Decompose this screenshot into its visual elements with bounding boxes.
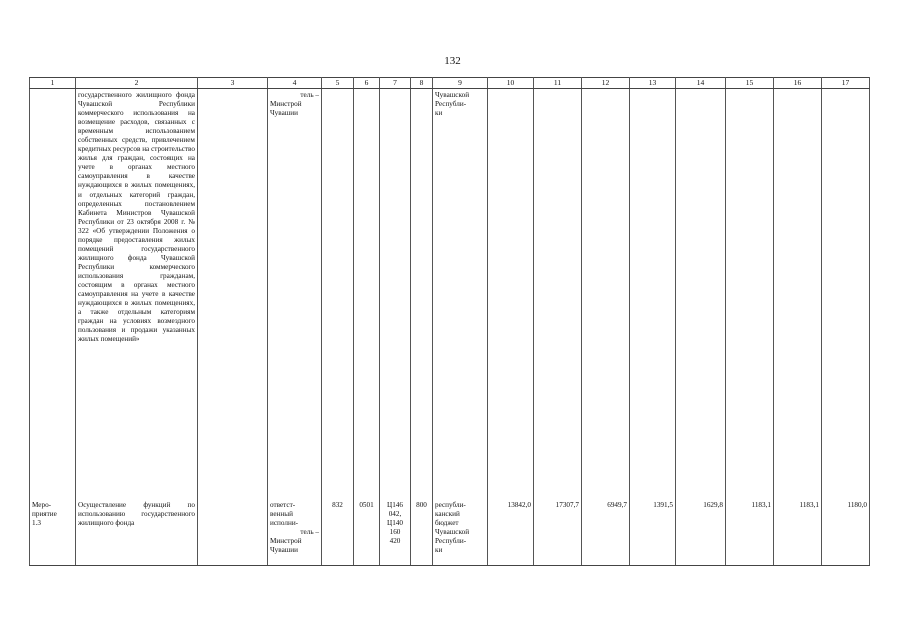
cell-amount: 1183,1: [726, 499, 774, 566]
table-header-row: [30, 78, 870, 89]
cell-description: государственного жилищного фонда Чувашской Республики коммерческого использования на возмещение расходов, связанных с временным использованием собственных средств, привлечением кредитных ресурсов на строительство жилья для граждан, состоящих на учете в органах местного самоуправления в качестве нуждающихся в жилых помещениях, и отдельных категорий граждан, определенных постановлением Кабинета Министров Чувашской Республики от 23 октября 2008 г. № 322 «Об утверждении Положения о порядке предоставления жилых помещений государственного жилищного фонда Чувашской Республики коммерческого использования гражданам, состоящим в органах местного самоуправления на учете в качестве нуждающихся в жилых помещениях, а также отдельным категориям граждан на условиях возмездного пользования и продажи указанных жилых помещений»: [76, 89, 198, 500]
column-header: 10: [488, 78, 534, 89]
cell-executor: тель – Минстрой Чувашии: [268, 89, 322, 500]
cell-col8: [411, 89, 433, 500]
table-row-continuation: [30, 89, 870, 500]
cell-col7: [380, 89, 411, 500]
column-header: 14: [676, 78, 726, 89]
cell-col3: [198, 89, 268, 500]
cell-amount: 1629,8: [676, 499, 726, 566]
cell-col11: [534, 89, 582, 500]
column-header: 6: [354, 78, 380, 89]
cell-amount: 1183,1: [774, 499, 822, 566]
cell-target-article: Ц146 042, Ц140 160 420: [380, 499, 411, 566]
cell-section-code: 0501: [354, 499, 380, 566]
cell-col1: [30, 89, 76, 500]
column-header: 13: [630, 78, 676, 89]
cell-funding-source: Чувашской Республи- ки: [433, 89, 488, 500]
cell-col14: [676, 89, 726, 500]
column-header: 7: [380, 78, 411, 89]
cell-funding-source: республи- канский бюджет Чувашской Республи- ки: [433, 499, 488, 566]
cell-col16: [774, 89, 822, 500]
cell-col6: [354, 89, 380, 500]
cell-ministry-code: 832: [322, 499, 354, 566]
column-header: 1: [30, 78, 76, 89]
column-header: 5: [322, 78, 354, 89]
column-header: 8: [411, 78, 433, 89]
column-header: 4: [268, 78, 322, 89]
cell-col3: [198, 499, 268, 566]
cell-col17: [822, 89, 870, 500]
cell-amount: 1180,0: [822, 499, 870, 566]
cell-amount: 1391,5: [630, 499, 676, 566]
column-header: 15: [726, 78, 774, 89]
cell-amount: 17307,7: [534, 499, 582, 566]
table-row-measure: [30, 499, 870, 566]
column-header: 9: [433, 78, 488, 89]
cell-col15: [726, 89, 774, 500]
cell-col12: [582, 89, 630, 500]
column-header: 3: [198, 78, 268, 89]
column-header: 11: [534, 78, 582, 89]
cell-amount: 13842,0: [488, 499, 534, 566]
cell-description: Осуществление функций по использованию государственного жилищного фонда: [76, 499, 198, 566]
cell-executor: ответст- венный исполни- тель – Минстрой Чувашии: [268, 499, 322, 566]
cell-col13: [630, 89, 676, 500]
column-header: 12: [582, 78, 630, 89]
cell-expense-type: 800: [411, 499, 433, 566]
column-header: 16: [774, 78, 822, 89]
page-number: 132: [444, 55, 461, 67]
cell-col10: [488, 89, 534, 500]
column-header: 17: [822, 78, 870, 89]
budget-table: [29, 77, 870, 566]
cell-measure-label: Меро- приятие 1.3: [30, 499, 76, 566]
cell-col5: [322, 89, 354, 500]
cell-amount: 6949,7: [582, 499, 630, 566]
column-header: 2: [76, 78, 198, 89]
